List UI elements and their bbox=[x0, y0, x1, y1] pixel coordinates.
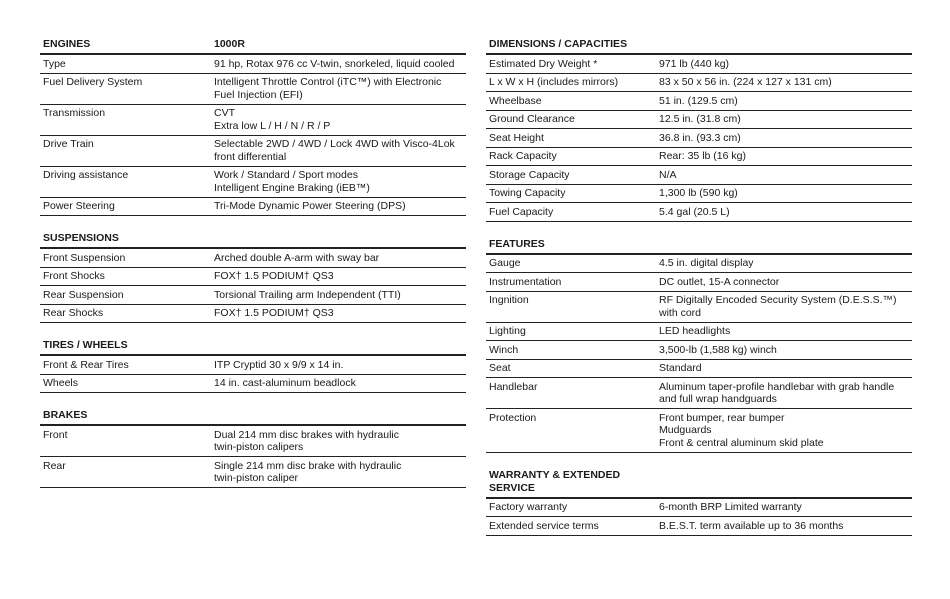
spec-value: Aluminum taper-profile handlebar with grab handle and full wrap handguards bbox=[659, 380, 895, 405]
spec-value: LED headlights bbox=[659, 325, 731, 337]
spec-label: Storage Capacity bbox=[489, 168, 570, 181]
spec-label: Handlebar bbox=[489, 380, 538, 393]
spec-label: Estimated Dry Weight * bbox=[489, 57, 598, 70]
spec-label: Rear bbox=[43, 459, 66, 472]
spec-value: 5.4 gal (20.5 L) bbox=[659, 205, 730, 218]
spec-value: 1,300 lb (590 kg) bbox=[659, 187, 738, 199]
spec-row bbox=[486, 499, 912, 518]
spec-label: Front & Rear Tires bbox=[43, 358, 129, 371]
spec-row bbox=[486, 378, 912, 409]
spec-value: FOX† 1.5 PODIUM† QS3 bbox=[214, 270, 334, 282]
spec-value: B.E.S.T. term available up to 36 months bbox=[659, 519, 844, 532]
spec-value: Single 214 mm disc brake with hydraulic twin-piston caliper bbox=[214, 459, 402, 484]
spec-row bbox=[486, 92, 912, 111]
spec-section-features bbox=[486, 236, 912, 453]
spec-row bbox=[486, 55, 912, 74]
section-heading bbox=[486, 236, 912, 255]
spec-row bbox=[40, 375, 466, 394]
spec-label: Transmission bbox=[43, 107, 106, 119]
section-subtitle bbox=[659, 238, 909, 251]
spec-label: Front bbox=[43, 428, 68, 441]
section-title: DIMENSIONS / CAPACITIES bbox=[489, 38, 628, 50]
spec-value: Arched double A-arm with sway bar bbox=[214, 251, 380, 264]
right-spec-column bbox=[486, 36, 912, 550]
section-title: SUSPENSIONS bbox=[43, 232, 119, 244]
spec-row bbox=[486, 517, 912, 536]
spec-label: Rack Capacity bbox=[489, 150, 557, 162]
spec-row bbox=[486, 166, 912, 185]
section-subtitle bbox=[659, 469, 909, 495]
spec-label: Protection bbox=[489, 411, 537, 424]
spec-label: Winch bbox=[489, 343, 519, 356]
spec-label: Lighting bbox=[489, 325, 526, 337]
spec-row bbox=[40, 55, 466, 74]
spec-row bbox=[486, 341, 912, 360]
section-title: BRAKES bbox=[43, 409, 88, 421]
section-heading bbox=[486, 467, 912, 499]
spec-row bbox=[40, 167, 466, 198]
spec-row bbox=[40, 105, 466, 136]
spec-value: 91 hp, Rotax 976 cc V-twin, snorkeled, liquid cooled bbox=[214, 57, 455, 70]
spec-section-dimensions-capacities bbox=[486, 36, 912, 222]
section-heading bbox=[40, 36, 466, 55]
spec-label: Towing Capacity bbox=[489, 187, 566, 199]
spec-label: Gauge bbox=[489, 257, 521, 269]
section-title: TIRES / WHEELS bbox=[43, 339, 128, 351]
spec-row bbox=[40, 457, 466, 488]
spec-label: Fuel Delivery System bbox=[43, 76, 143, 88]
spec-label: Ground Clearance bbox=[489, 113, 575, 125]
spec-row bbox=[40, 268, 466, 287]
section-subtitle bbox=[659, 38, 909, 51]
spec-row bbox=[40, 74, 466, 105]
spec-value: Rear: 35 lb (16 kg) bbox=[659, 150, 746, 162]
spec-label: Power Steering bbox=[43, 200, 115, 212]
section-title: WARRANTY & EXTENDED SERVICE bbox=[489, 468, 621, 494]
spec-value: 14 in. cast-aluminum beadlock bbox=[214, 377, 356, 389]
spec-label: Extended service terms bbox=[489, 519, 599, 532]
spec-label: Type bbox=[43, 57, 66, 70]
spec-value: 6-month BRP Limited warranty bbox=[659, 501, 802, 513]
spec-value: Selectable 2WD / 4WD / Lock 4WD with Visco-4Lok front differential bbox=[214, 138, 455, 163]
spec-label: Seat Height bbox=[489, 131, 544, 144]
section-subtitle bbox=[214, 409, 463, 422]
spec-row bbox=[40, 426, 466, 457]
spec-value: Intelligent Throttle Control (iTC™) with Electronic Fuel Injection (EFI) bbox=[214, 76, 442, 101]
spec-label: Drive Train bbox=[43, 138, 94, 150]
left-spec-column bbox=[40, 36, 466, 502]
spec-value: 4.5 in. digital display bbox=[659, 257, 754, 269]
spec-row bbox=[486, 255, 912, 274]
spec-value: Front bumper, rear bumper Mudguards Front & central aluminum skid plate bbox=[659, 411, 824, 449]
spec-row bbox=[40, 136, 466, 167]
spec-label: Wheels bbox=[43, 377, 79, 389]
spec-value: 51 in. (129.5 cm) bbox=[659, 94, 738, 107]
section-heading bbox=[40, 230, 466, 249]
section-subtitle: 1000R bbox=[214, 38, 245, 50]
spec-row bbox=[486, 129, 912, 148]
spec-value: Work / Standard / Sport modes Intelligent Engine Braking (iEB™) bbox=[214, 169, 370, 194]
spec-row bbox=[486, 203, 912, 222]
spec-label: Factory warranty bbox=[489, 501, 568, 513]
spec-value: 3,500-lb (1,588 kg) winch bbox=[659, 343, 777, 356]
spec-row bbox=[486, 148, 912, 167]
spec-value: 12.5 in. (31.8 cm) bbox=[659, 113, 741, 125]
spec-section-brakes bbox=[40, 407, 466, 488]
spec-value: Standard bbox=[659, 362, 702, 374]
spec-value: RF Digitally Encoded Security System (D.E.S.S.™) with cord bbox=[659, 294, 897, 319]
spec-label: Rear Suspension bbox=[43, 288, 124, 301]
spec-label: Wheelbase bbox=[489, 94, 542, 107]
spec-section-engines bbox=[40, 36, 466, 216]
spec-value: CVT Extra low L / H / N / R / P bbox=[214, 107, 331, 132]
spec-label: L x W x H (includes mirrors) bbox=[489, 76, 619, 88]
spec-label: Driving assistance bbox=[43, 169, 129, 181]
spec-value: Dual 214 mm disc brakes with hydraulic twin-piston calipers bbox=[214, 428, 399, 453]
section-heading bbox=[40, 407, 466, 426]
spec-value: 971 lb (440 kg) bbox=[659, 57, 730, 70]
spec-label: Front Shocks bbox=[43, 270, 105, 282]
spec-value: Torsional Trailing arm Independent (TTI) bbox=[214, 288, 401, 301]
section-heading bbox=[486, 36, 912, 55]
section-subtitle bbox=[214, 232, 463, 245]
spec-row bbox=[40, 305, 466, 324]
spec-row bbox=[486, 323, 912, 342]
spec-label: Instrumentation bbox=[489, 275, 562, 288]
spec-row bbox=[486, 273, 912, 292]
spec-row bbox=[486, 409, 912, 453]
spec-row bbox=[486, 292, 912, 323]
spec-value: 36.8 in. (93.3 cm) bbox=[659, 131, 741, 144]
spec-row bbox=[40, 249, 466, 268]
spec-value: FOX† 1.5 PODIUM† QS3 bbox=[214, 307, 334, 319]
spec-row bbox=[40, 356, 466, 375]
spec-section-warranty-extended-service bbox=[486, 467, 912, 536]
section-title: ENGINES bbox=[43, 38, 91, 50]
spec-row bbox=[486, 111, 912, 130]
spec-row bbox=[40, 286, 466, 305]
spec-section-suspensions bbox=[40, 230, 466, 323]
section-subtitle bbox=[214, 339, 463, 352]
spec-value: ITP Cryptid 30 x 9/9 x 14 in. bbox=[214, 358, 344, 371]
spec-value: 83 x 50 x 56 in. (224 x 127 x 131 cm) bbox=[659, 76, 832, 88]
spec-row bbox=[486, 185, 912, 204]
spec-value: N/A bbox=[659, 168, 677, 181]
section-title: FEATURES bbox=[489, 237, 545, 250]
spec-section-tires-wheels bbox=[40, 337, 466, 393]
spec-value: Tri-Mode Dynamic Power Steering (DPS) bbox=[214, 200, 406, 212]
spec-row bbox=[486, 74, 912, 93]
spec-row bbox=[40, 198, 466, 217]
spec-label: Ingnition bbox=[489, 294, 529, 306]
spec-label: Fuel Capacity bbox=[489, 205, 554, 218]
spec-label: Front Suspension bbox=[43, 251, 126, 264]
spec-row bbox=[486, 360, 912, 379]
section-heading bbox=[40, 337, 466, 356]
spec-label: Rear Shocks bbox=[43, 307, 104, 319]
spec-value: DC outlet, 15-A connector bbox=[659, 275, 780, 288]
spec-label: Seat bbox=[489, 362, 511, 374]
